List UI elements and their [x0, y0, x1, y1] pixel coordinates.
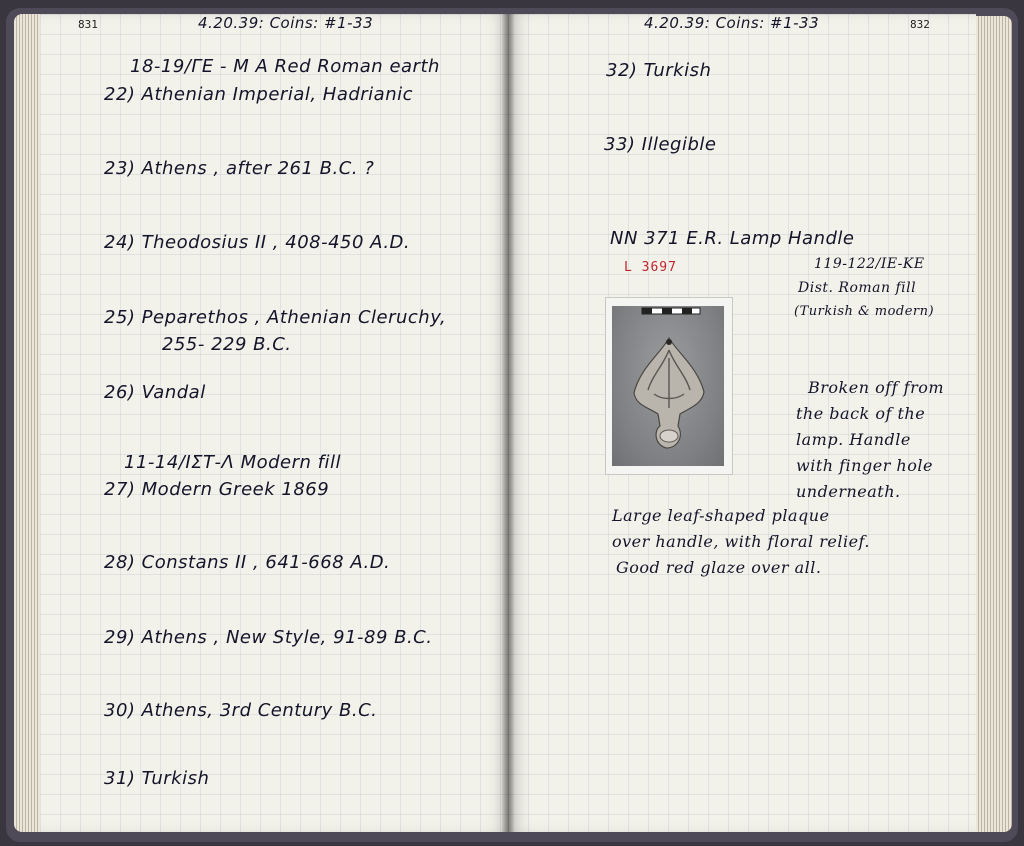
coin-entry-33: 33) Illegible [604, 134, 717, 155]
lamp-handle-photo [605, 297, 733, 475]
lamp-description: over handle, with floral relief. [612, 532, 870, 551]
right-page [508, 14, 976, 832]
lamp-context: 119-122/ΙΕ-ΚΕ [814, 256, 925, 272]
context-note: 18-19/ΓΕ - M A Red Roman earth [130, 56, 440, 77]
coin-entry-25-date: 255- 229 B.C. [162, 334, 292, 355]
lamp-description: with finger hole [796, 456, 933, 475]
coin-entry-23: 23) Athens , after 261 B.C. ? [104, 158, 375, 179]
lamp-description: Broken off from [808, 378, 945, 397]
coin-entry-25: 25) Peparethos , Athenian Cleruchy, [104, 307, 447, 328]
lamp-description: Good red glaze over all. [616, 558, 822, 577]
coin-entry-24: 24) Theodosius II , 408-450 A.D. [104, 232, 411, 253]
lamp-handle-image [606, 298, 732, 474]
coin-entry-31: 31) Turkish [104, 768, 210, 789]
coin-entry-26: 26) Vandal [104, 382, 206, 403]
right-page-edges [972, 16, 1012, 832]
notebook-gutter [502, 14, 514, 832]
coin-entry-30: 30) Athens, 3rd Century B.C. [104, 700, 378, 721]
context-note: 11-14/ΙΣΤ-Λ Modern fill [124, 452, 341, 473]
lamp-fill-note: Dist. Roman fill [798, 280, 917, 296]
right-page-number: 832 [910, 18, 930, 31]
coin-entry-29: 29) Athens , New Style, 91-89 B.C. [104, 627, 433, 648]
coin-entry-22: 22) Athenian Imperial, Hadrianic [104, 84, 414, 105]
left-page [40, 14, 510, 832]
catalog-number: L 3697 [624, 260, 677, 275]
right-page-header: 4.20.39: Coins: #1-33 [644, 14, 820, 32]
lamp-description: lamp. Handle [796, 430, 911, 449]
lamp-description: underneath. [796, 482, 901, 501]
coin-entry-27: 27) Modern Greek 1869 [104, 479, 330, 500]
left-page-header: 4.20.39: Coins: #1-33 [198, 14, 374, 32]
lamp-fill-note: (Turkish & modern) [794, 304, 935, 319]
coin-entry-32: 32) Turkish [606, 60, 712, 81]
lamp-entry-title: NN 371 E.R. Lamp Handle [610, 228, 855, 249]
left-page-number: 831 [78, 18, 98, 31]
lamp-description: Large leaf-shaped plaque [612, 506, 830, 525]
lamp-description: the back of the [796, 404, 926, 423]
coin-entry-28: 28) Constans II , 641-668 A.D. [104, 552, 391, 573]
